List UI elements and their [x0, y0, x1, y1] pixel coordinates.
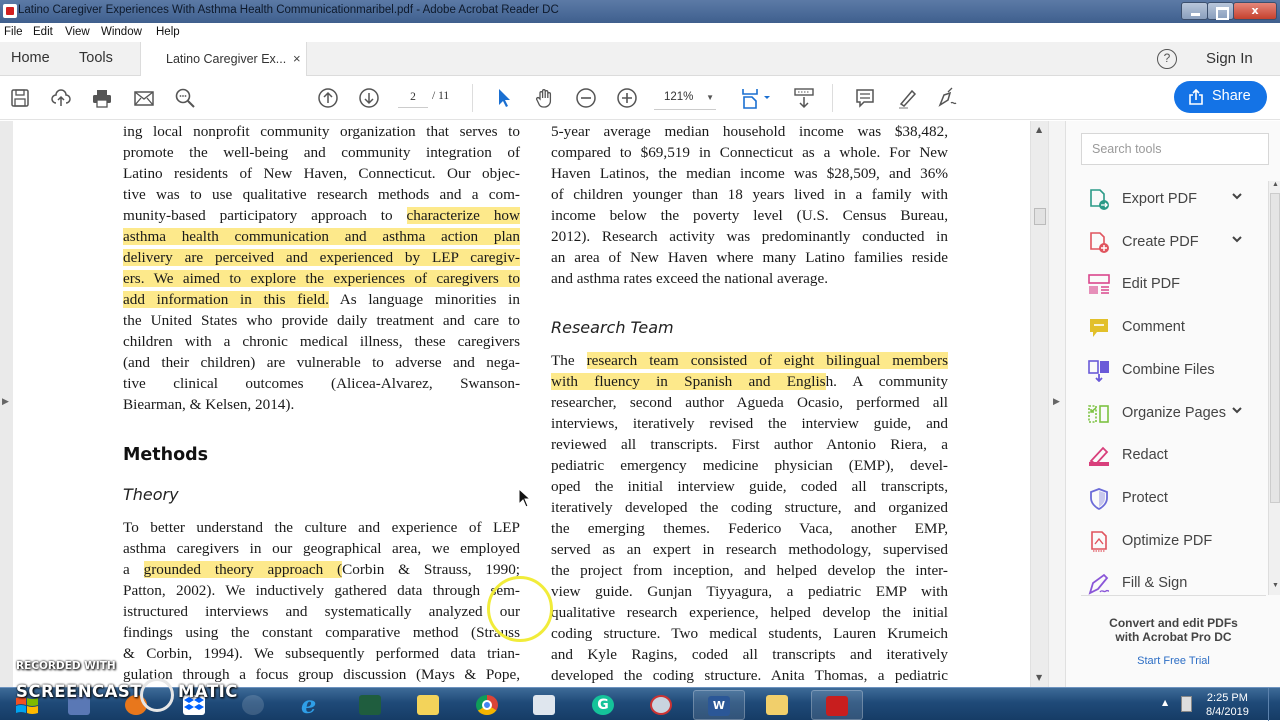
- text-line: [551, 665, 948, 686]
- tool-label: Optimize PDF: [1122, 532, 1213, 549]
- text-segment: of children younger than 18 years lived in a family with: [551, 186, 948, 203]
- tool-combine-files[interactable]: [1088, 358, 1266, 384]
- tool-organize-pages[interactable]: [1088, 401, 1266, 427]
- tools-scrollbar[interactable]: [1268, 181, 1280, 595]
- fit-page-icon[interactable]: [740, 87, 772, 109]
- chevron-down-icon[interactable]: [1231, 404, 1243, 419]
- highlighted-text[interactable]: delivery are perceived and experienced by LEP caregiv-: [123, 249, 520, 266]
- tool-label: Comment: [1122, 319, 1185, 336]
- tool-comment[interactable]: [1088, 315, 1266, 341]
- tool-redact[interactable]: [1088, 443, 1266, 469]
- edit-pdf-icon: [1088, 274, 1110, 296]
- zoom-level-value: 121%: [664, 91, 694, 103]
- minimize-button[interactable]: [1181, 2, 1208, 20]
- close-window-button[interactable]: x: [1233, 2, 1277, 20]
- redact-icon: [1088, 445, 1110, 467]
- document-tab-label: Latino Caregiver Ex...: [166, 52, 287, 66]
- taskbar-acrobat-reader[interactable]: [811, 690, 863, 720]
- highlighted-text[interactable]: grounded theory approach (: [143, 561, 343, 578]
- highlighted-text[interactable]: asthma health communication and asthma action plan: [123, 228, 520, 245]
- toolbar-divider: [832, 84, 833, 112]
- promo-line-2: with Acrobat Pro DC: [1115, 630, 1232, 644]
- text-line: [551, 644, 948, 665]
- menu-help[interactable]: Help: [156, 26, 180, 38]
- text-segment: reviewed all transcripts. First author Antonio Riera, a: [551, 436, 948, 453]
- taskbar-snipping-tool[interactable]: [636, 690, 688, 720]
- tab-document[interactable]: [140, 42, 307, 77]
- create-pdf-icon: [1088, 232, 1110, 254]
- text-line: [551, 371, 948, 392]
- text-line: [123, 247, 520, 268]
- text-segment: As language minorities in: [328, 291, 520, 308]
- system-clock[interactable]: [1206, 691, 1249, 719]
- text-segment: an area of New Haven where many Latino families reside: [551, 249, 948, 266]
- text-segment: tive was to use qualitative research methods and a com-: [123, 186, 520, 203]
- export-pdf-icon: [1088, 189, 1110, 211]
- page-up-icon[interactable]: [317, 87, 339, 109]
- promo-line-1: Convert and edit PDFs: [1109, 616, 1238, 630]
- snipping-tool-icon: [650, 695, 672, 715]
- show-hidden-icons-arrow[interactable]: ▲: [1162, 698, 1169, 707]
- window-title-bar: [0, 0, 1280, 23]
- text-segment: promote the well-being and community integration of: [123, 144, 520, 161]
- text-line: [551, 226, 948, 247]
- taskbar-internet-explorer[interactable]: [287, 690, 339, 720]
- text-line: [551, 268, 948, 289]
- share-button[interactable]: [1174, 81, 1267, 113]
- text-segment: and Kyle Ragins, coded all transcripts and iteratively: [551, 646, 948, 663]
- text-line: [123, 289, 520, 310]
- text-segment: income below the poverty level (U.S. Census Bureau,: [551, 207, 948, 224]
- text-line: [123, 310, 520, 331]
- pdf-page: [13, 121, 1030, 687]
- text-segment: served as an expert in research methodology, supervised: [551, 541, 948, 558]
- text-segment: Haven Latinos, the median income was $28,509, and 36%: [551, 165, 948, 182]
- tool-label: Create PDF: [1122, 233, 1199, 250]
- tool-export-pdf[interactable]: [1088, 187, 1266, 213]
- clock-time: 2:25 PM: [1206, 692, 1248, 704]
- text-segment: the United States who provide daily treatment and care to: [123, 312, 520, 329]
- calculator-icon: [533, 695, 555, 715]
- text-line: [551, 350, 948, 371]
- text-line: [123, 373, 520, 394]
- blank-app-icon: [242, 695, 264, 715]
- clock-date: 8/4/2019: [1206, 706, 1249, 718]
- tool-label: Combine Files: [1122, 361, 1215, 378]
- show-desktop-button[interactable]: [1268, 688, 1280, 721]
- page-number-input[interactable]: 2: [398, 88, 428, 108]
- text-segment: coding structure. Two medical students, Lauren Krumeich: [551, 625, 948, 642]
- highlighted-text[interactable]: characterize how: [406, 207, 520, 224]
- text-segment: Biearman, & Kelsen, 2014).: [123, 396, 295, 413]
- tools-scrollbar-thumb[interactable]: [1270, 193, 1280, 503]
- text-line: [123, 121, 520, 142]
- taskbar-grammarly[interactable]: [578, 690, 630, 720]
- text-segment: and asthma rates exceed the national average.: [551, 270, 829, 287]
- text-segment: a: [123, 561, 144, 578]
- text-line: [551, 560, 948, 581]
- internet-explorer-icon: e: [301, 690, 317, 719]
- text-segment: (and their children) are vulnerable to adverse and nega-: [123, 354, 520, 371]
- text-segment: pediatric emergency medicine physician (EMP), devel-: [551, 457, 948, 474]
- comment-icon[interactable]: [854, 87, 876, 109]
- taskbar-excel-app[interactable]: [345, 690, 397, 720]
- text-line: [123, 601, 520, 622]
- text-line: [123, 184, 520, 205]
- zoom-in-icon[interactable]: [616, 87, 638, 109]
- text-segment: The: [551, 352, 587, 369]
- text-segment: the project from inception, and helped develop the inter-: [551, 562, 948, 579]
- tray-device-icon[interactable]: [1181, 696, 1192, 712]
- menu-bar: [0, 23, 1280, 42]
- select-cursor-icon[interactable]: [493, 87, 515, 109]
- text-segment: Latino residents of New Haven, Connecticut. Our objec-: [123, 165, 520, 182]
- text-line: [551, 163, 948, 184]
- tool-optimize-pdf[interactable]: [1088, 529, 1266, 555]
- organize-pages-icon: [1088, 403, 1110, 425]
- protect-icon: [1088, 488, 1110, 510]
- left-panel-gutter: [0, 121, 13, 687]
- text-segment: munity-based participatory approach to: [123, 207, 407, 224]
- text-line: [123, 643, 520, 664]
- window-title: Latino Caregiver Experiences With Asthma Health Communicationmaribel.pdf - Adobe Acrobat Reader DC: [18, 4, 559, 16]
- chevron-down-icon: ▼: [706, 93, 714, 102]
- tool-fill-sign[interactable]: [1088, 571, 1266, 596]
- heading-research-team: Research Team: [551, 318, 674, 337]
- text-line: [123, 226, 520, 247]
- text-segment: qualitative research experience, helped develop the initial: [551, 604, 948, 621]
- heading-theory: Theory: [123, 485, 179, 504]
- promo-text: [1066, 616, 1280, 644]
- text-line: [551, 623, 948, 644]
- tool-label: Organize Pages: [1122, 404, 1226, 421]
- text-segment: Patton, 2002). We inductively gathered data through sem-: [123, 582, 520, 599]
- file-explorer-icon: [766, 695, 788, 715]
- text-line: [551, 121, 948, 142]
- text-line: [123, 580, 520, 601]
- text-segment: iteratively developed the coding structure, and organized: [551, 499, 948, 516]
- acrobat-reader-icon: [826, 696, 848, 716]
- text-line: [551, 434, 948, 455]
- document-vertical-scrollbar[interactable]: [1030, 121, 1048, 687]
- tools-divider: [1081, 595, 1266, 596]
- right-panel-gutter: [1048, 121, 1065, 687]
- page-down-icon[interactable]: [358, 87, 380, 109]
- text-segment: 2012). Research activity was predominantly conducted in: [551, 228, 948, 245]
- highlighted-text[interactable]: ers. We aimed to explore the experiences of caregivers to: [123, 270, 520, 287]
- tool-label: Protect: [1122, 489, 1168, 506]
- text-segment: developed the coding structure. Anita Thomas, a pediatric: [551, 667, 948, 684]
- text-segment: 5-year average median household income was $38,482,: [551, 123, 948, 140]
- zoom-level-dropdown[interactable]: [654, 88, 716, 110]
- text-segment: To better understand the culture and experience of LEP: [123, 519, 520, 536]
- text-line: [551, 184, 948, 205]
- sign-icon[interactable]: [937, 87, 959, 109]
- highlighted-text[interactable]: research team consisted of eight bilingual members: [586, 352, 948, 369]
- page-total: / 11: [432, 90, 450, 102]
- text-line: [551, 518, 948, 539]
- print-icon[interactable]: [91, 87, 113, 109]
- chevron-down-icon[interactable]: [1231, 233, 1243, 248]
- tool-protect[interactable]: [1088, 486, 1266, 512]
- tab-home[interactable]: Home: [11, 50, 50, 66]
- scrollbar-thumb[interactable]: [1034, 208, 1046, 225]
- text-line: [123, 622, 520, 643]
- text-segment: compared to $69,519 in Connecticut as a whole. For New: [551, 144, 948, 161]
- scroll-up-arrow-icon[interactable]: ▲: [1272, 181, 1279, 188]
- text-segment: children with a chronic medical illness, these caregivers: [123, 333, 520, 350]
- text-line: [551, 497, 948, 518]
- tool-create-pdf[interactable]: [1088, 230, 1266, 256]
- scroll-down-arrow-icon[interactable]: ▼: [1272, 582, 1279, 589]
- text-segment: istructured interviews and systematically analyzed our: [123, 603, 520, 620]
- text-segment: h. A community: [825, 373, 948, 390]
- text-segment: view guide. Gunjan Tiyyagura, a pediatric EMP with: [551, 583, 948, 600]
- text-segment: Corbin & Strauss, 1990;: [342, 561, 521, 578]
- comment-icon: [1088, 317, 1110, 339]
- share-label: Share: [1212, 88, 1251, 104]
- text-line: [551, 205, 948, 226]
- chrome-icon: [476, 695, 498, 715]
- maximize-button[interactable]: [1207, 2, 1234, 20]
- mouse-pointer-icon: [518, 488, 532, 508]
- text-line: [551, 539, 948, 560]
- menu-edit[interactable]: Edit: [33, 26, 53, 38]
- help-icon[interactable]: ?: [1157, 49, 1177, 69]
- optimize-pdf-icon: [1088, 531, 1110, 553]
- tab-bar: [0, 42, 1280, 76]
- text-line: [123, 205, 520, 226]
- upload-cloud-icon[interactable]: [50, 87, 72, 109]
- text-line: [123, 331, 520, 352]
- tools-pane: [1065, 121, 1280, 687]
- text-line: [551, 392, 948, 413]
- text-segment: & Corbin, 1994). We subsequently performed data trian-: [123, 645, 520, 662]
- taskbar-word[interactable]: [693, 690, 745, 720]
- excel-app-icon: [359, 695, 381, 715]
- collapse-tools-pane-icon[interactable]: ▶: [1053, 397, 1060, 407]
- watermark-recorded-with: RECORDED WITH: [16, 660, 116, 672]
- expand-left-panel-icon[interactable]: ▶: [2, 397, 9, 407]
- text-line: [551, 602, 948, 623]
- highlighted-text[interactable]: with fluency in Spanish and Englis: [551, 373, 826, 390]
- start-free-trial-link[interactable]: Start Free Trial: [1137, 655, 1210, 667]
- email-icon[interactable]: [133, 87, 155, 109]
- watermark-matic: MATIC: [178, 682, 238, 701]
- text-segment: gulation through a focus group discussion (Mays & Pope,: [123, 666, 520, 683]
- taskbar-sticky-notes[interactable]: [403, 690, 455, 720]
- highlighted-text[interactable]: add information in this field.: [123, 291, 329, 308]
- text-line: [551, 581, 948, 602]
- scroll-mode-icon[interactable]: [793, 87, 815, 109]
- text-segment: interviews, iteratively revised the interview guide, and: [551, 415, 948, 432]
- text-segment: findings using the constant comparative method (Strauss: [123, 624, 520, 641]
- search-tools-input[interactable]: Search tools: [1081, 133, 1269, 165]
- text-segment: oped the initial interview guide, coded all transcripts,: [551, 478, 948, 495]
- taskbar-file-explorer[interactable]: [752, 690, 804, 720]
- watermark-screencast: SCREENCAST: [16, 682, 143, 701]
- text-line: [551, 142, 948, 163]
- toolbar: [0, 76, 1280, 120]
- text-segment: asthma caregivers in our geographical area, we employed: [123, 540, 520, 557]
- text-segment: researcher, second author Agueda Ocasio, performed all: [551, 394, 948, 411]
- chevron-down-icon[interactable]: [1231, 190, 1243, 205]
- sticky-notes-icon: [417, 695, 439, 715]
- cursor-highlight-ring: [487, 576, 553, 642]
- watermark-logo-icon: [140, 678, 174, 712]
- search-zoom-icon[interactable]: [174, 87, 196, 109]
- text-line: [123, 538, 520, 559]
- text-line: [551, 455, 948, 476]
- text-segment: the emerging themes. Federico Vaca, another EMP,: [551, 520, 948, 537]
- menu-window[interactable]: Window: [101, 26, 142, 38]
- sign-in-link[interactable]: Sign In: [1206, 50, 1253, 67]
- combine-files-icon: [1088, 360, 1110, 382]
- text-segment: ing local nonprofit community organization that serves to: [123, 123, 520, 140]
- tool-edit-pdf[interactable]: [1088, 272, 1266, 298]
- tool-label: Fill & Sign: [1122, 575, 1188, 592]
- text-line: [123, 163, 520, 184]
- menu-file[interactable]: File: [4, 26, 23, 38]
- word-icon: W: [708, 696, 730, 716]
- zoom-out-icon[interactable]: [575, 87, 597, 109]
- share-icon: [1188, 89, 1204, 105]
- text-line: [551, 247, 948, 268]
- menu-view[interactable]: View: [65, 26, 90, 38]
- grammarly-icon: G: [592, 695, 614, 715]
- tools-list: [1066, 179, 1266, 596]
- tab-tools[interactable]: Tools: [79, 50, 113, 66]
- text-line: [551, 476, 948, 497]
- tool-label: Redact: [1122, 447, 1168, 464]
- fill-sign-icon: [1088, 573, 1110, 595]
- text-line: [123, 268, 520, 289]
- text-line: [123, 142, 520, 163]
- text-segment: tive clinical outcomes (Alicea-Alvarez, Swanson-: [123, 375, 520, 392]
- text-line: [123, 517, 520, 538]
- text-line: [551, 413, 948, 434]
- save-icon[interactable]: [9, 87, 31, 109]
- scroll-down-arrow-icon[interactable]: ▼: [1036, 673, 1043, 682]
- tool-label: Edit PDF: [1122, 276, 1181, 293]
- tool-label: Export PDF: [1122, 191, 1197, 207]
- highlight-pen-icon[interactable]: [896, 87, 918, 109]
- text-line: [123, 394, 520, 415]
- heading-methods: Methods: [123, 445, 209, 465]
- text-line: [123, 559, 520, 580]
- document-viewer[interactable]: [0, 121, 1065, 687]
- toolbar-divider: [472, 84, 473, 112]
- taskbar-calculator[interactable]: [519, 690, 571, 720]
- scroll-up-arrow-icon[interactable]: ▲: [1036, 125, 1043, 134]
- taskbar-chrome[interactable]: [462, 690, 514, 720]
- acrobat-app-icon: [3, 4, 17, 18]
- hand-icon[interactable]: [534, 87, 556, 109]
- close-tab-icon[interactable]: ×: [293, 51, 301, 66]
- text-line: [123, 352, 520, 373]
